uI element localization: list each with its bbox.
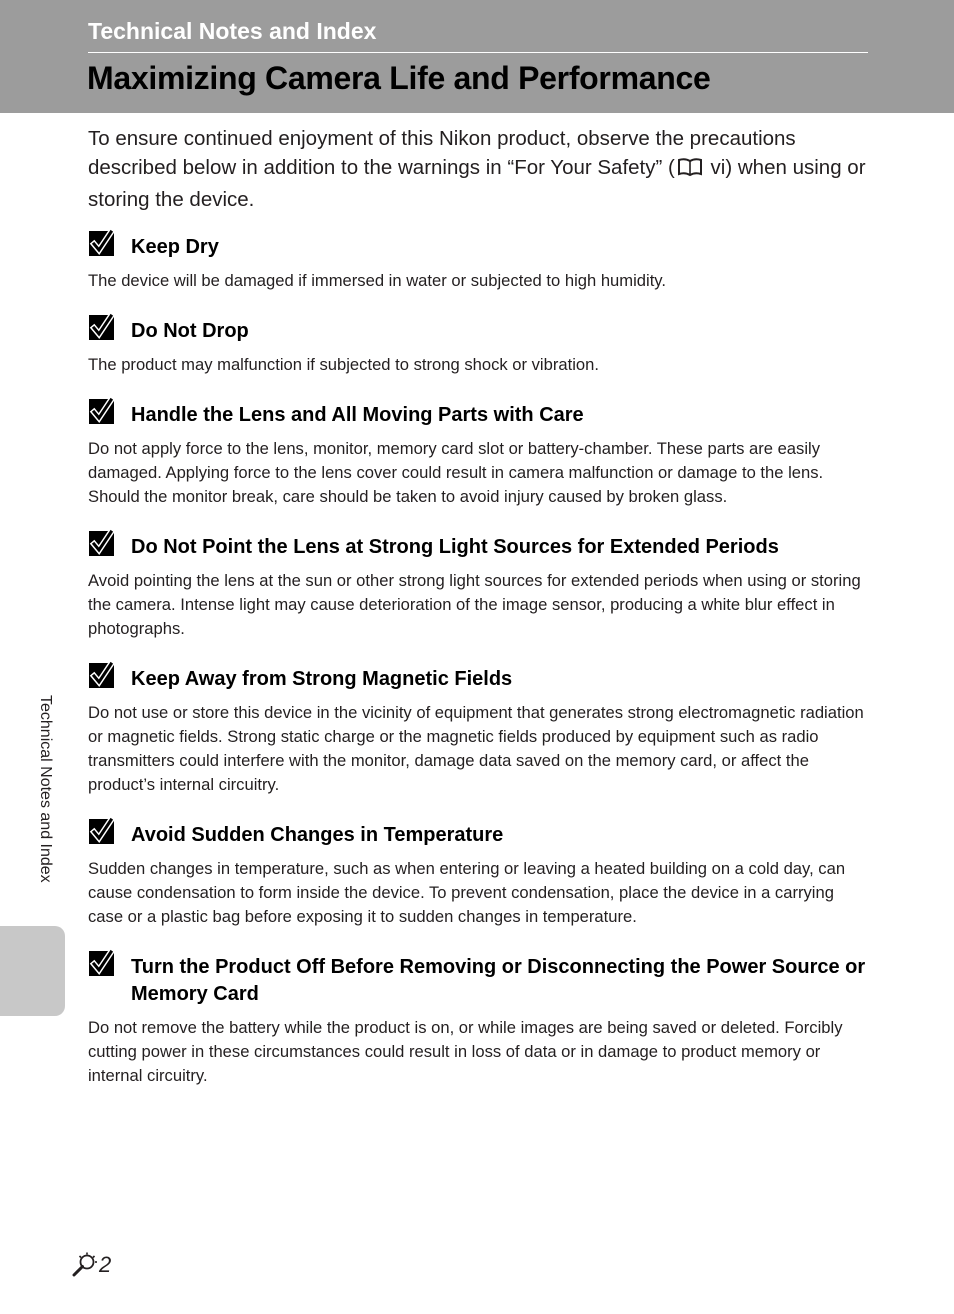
precaution-body: Do not remove the battery while the product is on, or while images are being saved or deleted. Forcibly cutting power in these circumstances could result in loss of data or in damage to product memory or internal circuitry. [88,1018,843,1085]
intro-text-end: vi) when using or storing the device. [88,156,866,211]
page-header [0,0,954,113]
book-icon [677,156,703,185]
check-icon [88,313,119,342]
precaution-heading [88,660,868,693]
precaution-title: Do Not Drop [131,320,249,342]
page-number [72,1250,111,1280]
precaution-heading [88,528,868,561]
precaution-title: Keep Away from Strong Magnetic Fields [131,668,513,690]
check-icon [88,529,119,558]
page-number-text: 2 [99,1252,112,1277]
precaution-heading [88,948,868,1008]
precaution-heading [88,312,868,345]
section-title: Technical Notes and Index [88,18,377,44]
check-icon [88,817,119,846]
precaution-item [88,660,868,797]
intro-paragraph [88,124,868,214]
precaution-body: Do not use or store this device in the vicinity of equipment that generates strong electromagnetic radiation or magnetic fields. Strong static charge or the magnetic fields produced by equipment such as radio transmitters could interfere with the monitor, damage data saved on the memory card, or affect the product’s internal circuitry. [88,703,864,794]
precaution-title: Handle the Lens and All Moving Parts with Care [131,404,584,426]
page-title: Maximizing Camera Life and Performance [87,60,711,96]
check-icon [88,229,119,258]
precaution-body: Avoid pointing the lens at the sun or other strong light sources for extended periods when using or storing the camera. Intense light may cause deterioration of the image sensor, producing a white blur effect in photographs. [88,571,861,638]
precaution-item [88,948,868,1088]
precaution-item [88,816,868,929]
precaution-title: Turn the Product Off Before Removing or Disconnecting the Power Source or Memory Card [131,956,866,1005]
precaution-title: Avoid Sudden Changes in Temperature [131,824,504,846]
precaution-heading [88,396,868,429]
check-icon [88,949,119,978]
precaution-body: Do not apply force to the lens, monitor, memory card slot or battery-chamber. These parts are easily damaged. Applying force to the lens cover could result in camera malfunction or damage to the lens. Should the monitor break, care should be taken to avoid injury caused by broken glass. [88,439,824,506]
precaution-heading [88,228,868,261]
precaution-body: The product may malfunction if subjected to strong shock or vibration. [88,355,599,374]
check-icon [88,397,119,426]
check-icon [88,661,119,690]
side-section-tab[interactable] [0,926,65,1016]
precaution-body: Sudden changes in temperature, such as when entering or leaving a heated building on a cold day, can cause condensation to form inside the device. To prevent condensation, place the device in a carrying case or a plastic bag before exposing it to sudden changes in temperature. [88,859,846,926]
technical-notes-icon [72,1252,98,1278]
side-section-label: Technical Notes and Index [37,695,54,883]
precaution-title: Keep Dry [131,236,219,258]
precaution-title: Do Not Point the Lens at Strong Light Sources for Extended Periods [131,536,779,558]
precautions-list [88,228,868,1107]
precaution-item [88,228,868,293]
intro-text-start: To ensure continued enjoyment of this Nikon product, observe the precautions described below in addition to the warnings in “For Your Safety” ( [88,127,796,179]
precaution-item [88,312,868,377]
precaution-item [88,528,868,641]
precaution-body: The device will be damaged if immersed in water or subjected to high humidity. [88,271,666,290]
precaution-heading [88,816,868,849]
precaution-item [88,396,868,509]
header-divider [88,52,868,53]
